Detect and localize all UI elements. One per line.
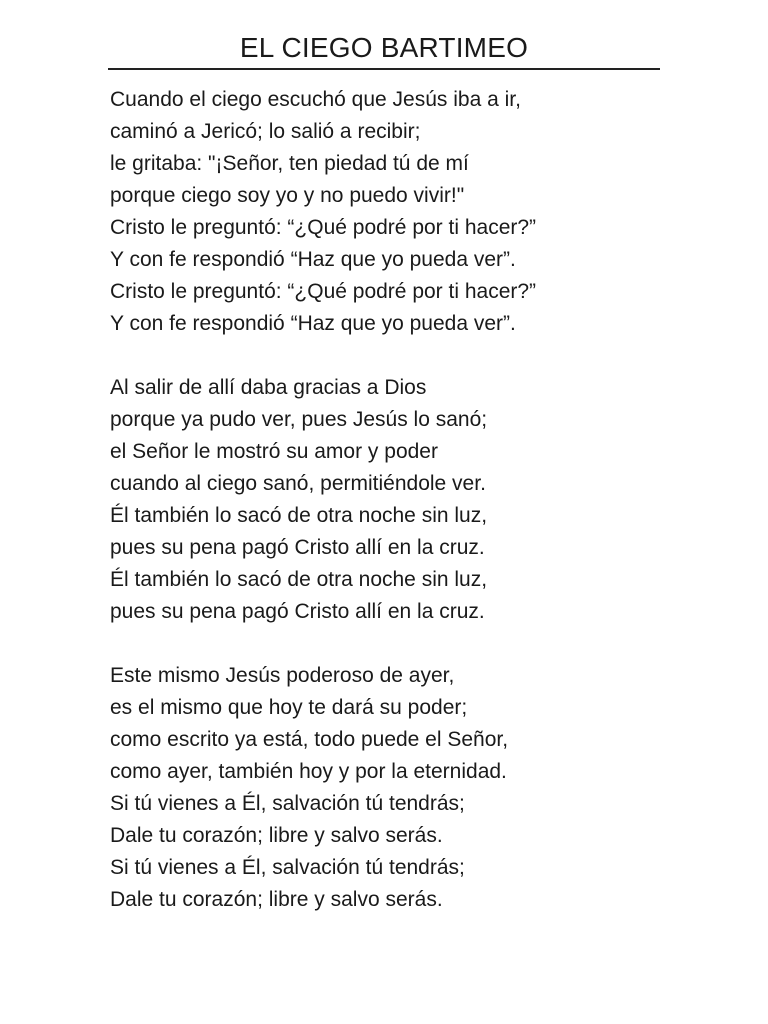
stanza-line: Si tú vienes a Él, salvación tú tendrás; [110, 792, 465, 815]
stanza-line: le gritaba: "¡Señor, ten piedad tú de mí [110, 152, 469, 175]
stanza-line: porque ya pudo ver, pues Jesús lo sanó; [110, 408, 488, 431]
stanza-1 [110, 84, 670, 340]
stanza-line: Él también lo sacó de otra noche sin luz, [110, 568, 488, 591]
stanza-line: Cuando el ciego escuchó que Jesús iba a ir, [110, 88, 521, 111]
stanza-line: como ayer, también hoy y por la eternidad. [110, 760, 507, 783]
stanza-line: Dale tu corazón; libre y salvo serás. [110, 888, 443, 911]
stanza-line: como escrito ya está, todo puede el Señor, [110, 728, 509, 751]
title-underline [108, 68, 660, 70]
stanza-line: Y con fe respondió “Haz que yo pueda ver”. [110, 312, 516, 335]
stanza-line: Cristo le preguntó: “¿Qué podré por ti hacer?” [110, 216, 537, 239]
stanza-line: pues su pena pagó Cristo allí en la cruz. [110, 600, 485, 623]
stanza-line: Si tú vienes a Él, salvación tú tendrás; [110, 856, 465, 879]
stanza-line: porque ciego soy yo y no puedo vivir!" [110, 184, 465, 207]
stanza-line: Dale tu corazón; libre y salvo serás. [110, 824, 443, 847]
stanza-line: Al salir de allí daba gracias a Dios [110, 376, 427, 399]
stanza-line: Este mismo Jesús poderoso de ayer, [110, 664, 455, 687]
stanza-line: es el mismo que hoy te dará su poder; [110, 696, 468, 719]
stanza-line: Y con fe respondió “Haz que yo pueda ver”. [110, 248, 516, 271]
stanza-line: Él también lo sacó de otra noche sin luz, [110, 504, 488, 527]
document-title: EL CIEGO BARTIMEO [239, 32, 529, 63]
stanza-2 [110, 372, 670, 628]
stanza-3 [110, 660, 670, 916]
stanza-line: pues su pena pagó Cristo allí en la cruz. [110, 536, 485, 559]
lyrics-body [110, 84, 670, 948]
stanza-line: caminó a Jericó; lo salió a recibir; [110, 120, 421, 143]
stanza-line: Cristo le preguntó: “¿Qué podré por ti hacer?” [110, 280, 537, 303]
stanza-line: cuando al ciego sanó, permitiéndole ver. [110, 472, 486, 495]
stanza-line: el Señor le mostró su amor y poder [110, 440, 438, 463]
